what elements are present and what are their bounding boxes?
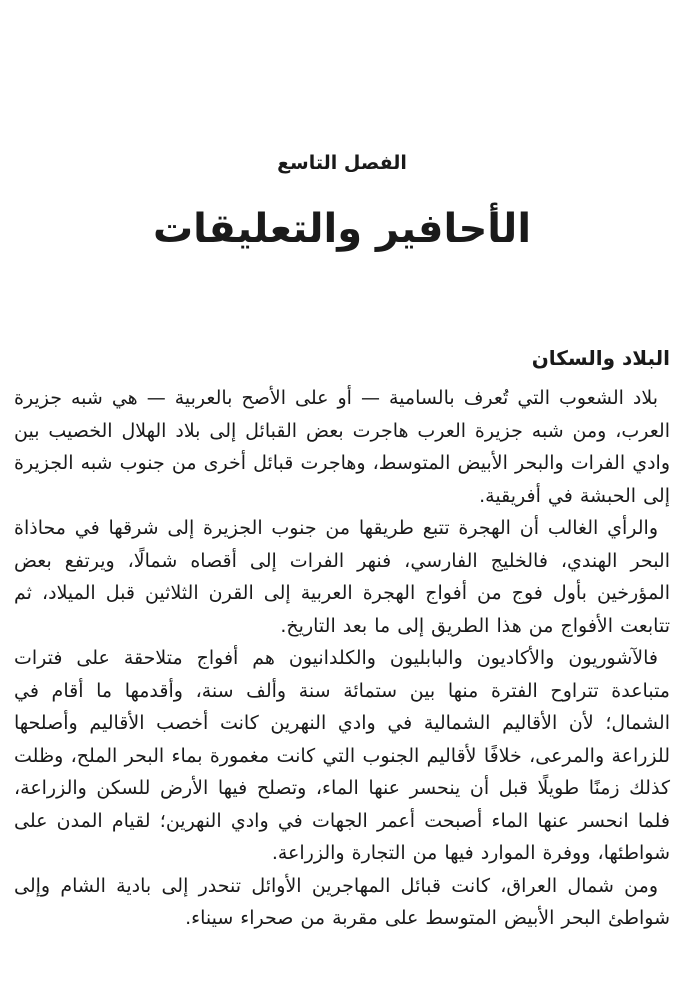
paragraph: بلاد الشعوب التي تُعرف بالسامية — أو على الأصح بالعربية — هي شبه جزيرة العرب، ومن شبه جزيرة العرب هاجرت بعض القبائل إلى بلاد الهلال الخصيب بين وادي الفرات والبحر الأبيض المتوسط، وهاجرت قبائل أخرى من جنوب شبه الجزيرة إلى الحبشة في أفريقية. (14, 387, 670, 507)
chapter-title: الأحافير والتعليقات (152, 206, 532, 252)
paragraph: ومن شمال العراق، كانت قبائل المهاجرين الأوائل تنحدر إلى بادية الشام وإلى شواطئ البحر الأبيض المتوسط على مقربة من صحراء سيناء. (14, 874, 670, 929)
paragraph: والرأي الغالب أن الهجرة تتبع طريقها من جنوب الجزيرة إلى شرقها في محاذاة البحر الهندي، فالخليج الفارسي، فنهر الفرات إلى أقصاه شمالًا، ويرتفع بعض المؤرخين بأول فوج من أفواج الهجرة العربية إلى القرن الثلاثين قبل الميلاد، ثم تتابعت الأفواج من هذا الطريق إلى ما بعد التاريخ. (14, 517, 670, 637)
chapter-label: الفصل التاسع (277, 152, 407, 174)
section-heading: البلاد والسكان (531, 346, 670, 370)
paragraph: فالآشوريون والأكاديون والبابليون والكلدانيون هم أفواج متلاحقة على فترات متباعدة تتراوح الفترة منها بين ستمائة سنة وألف سنة، وأقدمها ما أقام في الشمال؛ لأن الأقاليم الشمالية في وادي النهرين كانت أخصب الأقاليم وأصلحها للزراعة والمرعى، خلافًا لأقاليم الجنوب التي كانت مغمورة بماء البحر الملح، وظلت كذلك زمنًا طويلًا قبل أن ينحسر عنها الماء، وتصلح فيها الأرض للسكن والزراعة، فلما انحسر عنها الماء أصبحت أعمر الجهات في وادي النهرين؛ لقيام المدن على شواطئها، ووفرة الموارد فيها من التجارة والزراعة. (14, 647, 670, 864)
